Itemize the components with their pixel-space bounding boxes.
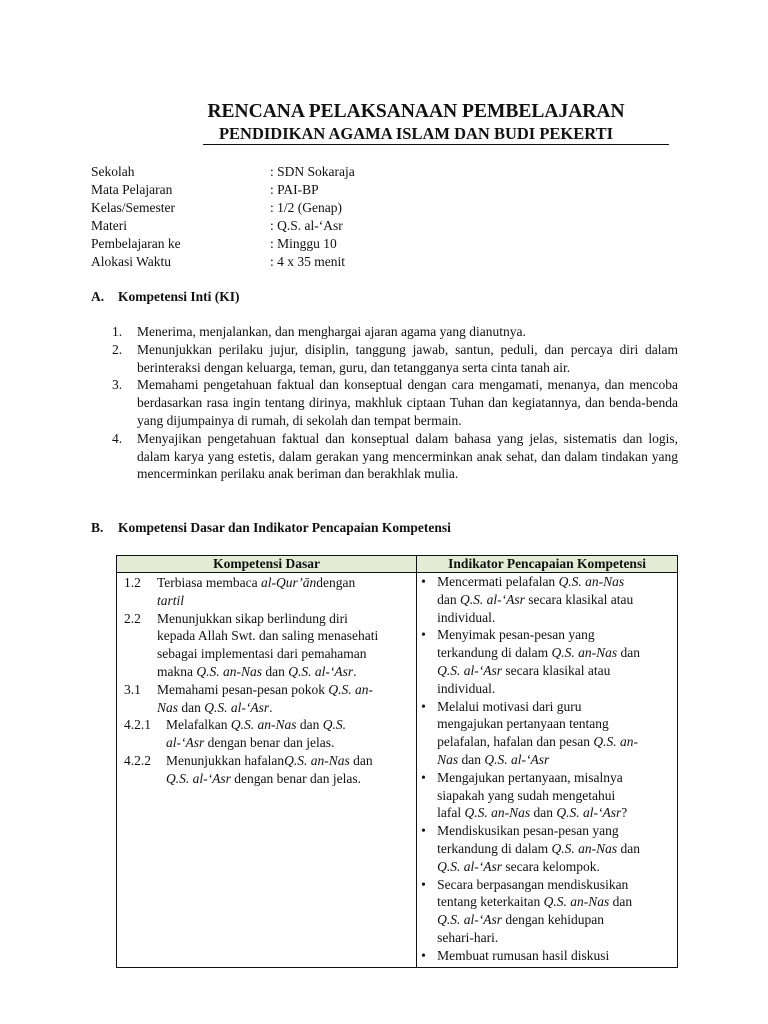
kompetensi-inti-list	[112, 323, 678, 483]
indikator-text-line: terkandung di dalam Q.S. an-Nas dan	[437, 840, 640, 856]
ki-item	[112, 376, 678, 429]
indikator-text-line: lafal Q.S. an-Nas dan Q.S. al-‘Asr?	[437, 805, 628, 821]
identity-value: : PAI-BP	[270, 182, 319, 197]
indikator-text-line: Nas dan Q.S. al-‘Asr	[437, 751, 550, 767]
indikator-text-line: Melalui motivasi dari guru	[437, 698, 582, 714]
identity-label: Alokasi Waktu	[91, 254, 172, 269]
indikator-text-line: mengajukan pertanyaan tentang	[437, 716, 609, 732]
kompetensi-dasar-cell	[117, 573, 416, 967]
kd-number: 4.2.1	[124, 717, 151, 733]
indikator-text-line: Mencermati pelafalan Q.S. an-Nas	[437, 574, 625, 589]
identity-label: Kelas/Semester	[91, 200, 175, 215]
bullet-icon: •	[421, 876, 426, 892]
identity-label: Sekolah	[91, 164, 135, 179]
indikator-cell	[417, 573, 677, 965]
ki-item-number: 2.	[112, 341, 123, 357]
indikator-text-line: dan Q.S. al-‘Asr secara klasikal atau	[437, 591, 634, 607]
title-divider	[203, 144, 669, 145]
kd-text-line: Melafalkan Q.S. an-Nas dan Q.S.	[166, 717, 346, 733]
kd-number: 4.2.2	[124, 753, 151, 768]
kd-text-line: Menunjukkan hafalanQ.S. an-Nas dan	[166, 753, 373, 768]
document-subtitle: PENDIDIKAN AGAMA ISLAM DAN BUDI PEKERTI	[218, 124, 614, 143]
bullet-icon: •	[421, 627, 426, 643]
identity-value: : Minggu 10	[270, 236, 337, 251]
kd-text-line: kepada Allah Swt. dan saling menasehati	[157, 628, 379, 644]
identity-value: : Q.S. al-‘Asr	[270, 218, 343, 233]
section-b-heading: Kompetensi Dasar dan Indikator Pencapaian Kompetensi	[118, 520, 451, 535]
ki-item-number: 4.	[112, 430, 123, 446]
col-header-kompetensi-dasar: Kompetensi Dasar	[117, 556, 417, 573]
indikator-text-line: Q.S. al-‘Asr secara kelompok.	[437, 858, 600, 874]
identity-value: : 4 x 35 menit	[270, 254, 345, 269]
indikator-text-line: individual.	[437, 680, 496, 696]
section-a-heading: Kompetensi Inti (KI)	[118, 289, 240, 304]
ki-item	[112, 430, 678, 483]
identity-label: Mata Pelajaran	[91, 182, 173, 197]
kompetensi-table	[116, 555, 678, 968]
indikator-text-line: individual.	[437, 609, 496, 625]
indikator-item	[417, 698, 677, 769]
section-a-letter: A.	[91, 289, 105, 304]
kd-text-line: sebagai implementasi dari pemahaman	[157, 646, 367, 662]
ki-item	[112, 323, 678, 341]
indikator-text-line: Menyimak pesan-pesan yang	[437, 627, 595, 643]
indikator-text-line: Membuat rumusan hasil diskusi	[437, 947, 610, 963]
indikator-text-line: Mendiskusikan pesan-pesan yang	[437, 823, 619, 839]
ki-item-number: 3.	[112, 377, 123, 393]
bullet-icon: •	[421, 698, 426, 714]
kd-text-line: Terbiasa membaca al-Qur’āndengan	[157, 575, 356, 590]
bullet-icon: •	[421, 823, 426, 839]
ki-item	[112, 341, 678, 377]
indikator-item	[417, 947, 677, 965]
ki-item-text: Menerima, menjalankan, dan menghargai ajaran agama yang dianutnya.	[137, 324, 526, 339]
indikator-text-line: Secara berpasangan mendiskusikan	[437, 876, 629, 892]
identity-value: : SDN Sokaraja	[270, 164, 355, 179]
indikator-text-line: sehari-hari.	[437, 929, 499, 945]
kd-text-line: al-‘Asr dengan benar dan jelas.	[166, 735, 335, 751]
kd-text-line: Nas dan Q.S. al-‘Asr.	[157, 699, 273, 715]
indikator-text-line: Q.S. al-‘Asr secara klasikal atau	[437, 662, 611, 678]
indikator-item	[417, 626, 677, 697]
indikator-item	[417, 769, 677, 822]
kd-text-line: Memahami pesan-pesan pokok Q.S. an-	[157, 681, 373, 697]
indikator-text-line: tentang keterkaitan Q.S. an-Nas dan	[437, 894, 633, 910]
indikator-text-line: pelafalan, hafalan dan pesan Q.S. an-	[437, 734, 639, 750]
kd-number: 2.2	[124, 610, 141, 626]
indikator-text-line: Mengajukan pertanyaan, misalnya	[437, 769, 623, 785]
indikator-text-line: terkandung di dalam Q.S. an-Nas dan	[437, 645, 640, 661]
ki-item-number: 1.	[112, 324, 123, 339]
bullet-icon: •	[421, 769, 426, 785]
document-title: RENCANA PELAKSANAAN PEMBELAJARAN	[207, 101, 625, 122]
ki-item-text: Memahami pengetahuan faktual dan konseptual dengan cara mengamati, menanya, dan mencoba berdasarkan rasa ingin tentang dirinya, makhluk ciptaan Tuhan dan kegiatannya, dan benda-benda yang dijumpainya di rumah, di sekolah dan tempat bermain.	[137, 377, 678, 428]
kd-text-line: Menunjukkan sikap berlindung diri	[157, 610, 348, 626]
identity-label: Pembelajaran ke	[91, 236, 181, 251]
identity-value: : 1/2 (Genap)	[270, 200, 342, 215]
indikator-item	[417, 573, 677, 626]
col-header-indikator: Indikator Pencapaian Kompetensi	[417, 556, 678, 573]
identity-label: Materi	[91, 218, 127, 233]
kd-text-line: tartil	[157, 592, 185, 608]
indikator-item	[417, 822, 677, 875]
indikator-text-line: Q.S. al-‘Asr dengan kehidupan	[437, 912, 604, 928]
ki-item-text: Menunjukkan perilaku jujur, disiplin, tanggung jawab, santun, peduli, dan percaya diri dalam berinteraksi dengan keluarga, teman, guru, dan tetangganya serta cinta tanah air.	[137, 341, 678, 375]
kd-number: 3.1	[124, 681, 141, 697]
ki-item-text: Menyajikan pengetahuan faktual dan konseptual dalam bahasa yang jelas, sistematis dan logis, dalam karya yang estetis, dalam gerakan yang mencerminkan anak sehat, dan dalam tindakan yang mencerminkan perilaku anak beriman dan berakhlak mulia.	[137, 430, 678, 482]
bullet-icon: •	[421, 947, 426, 963]
kd-number: 1.2	[124, 575, 141, 590]
indikator-text-line: siapakah yang sudah mengetahui	[437, 787, 616, 803]
indikator-item	[417, 876, 677, 947]
kd-text-line: makna Q.S. an-Nas dan Q.S. al-‘Asr.	[157, 664, 357, 679]
bullet-icon: •	[421, 574, 426, 589]
kd-text-line: Q.S. al-‘Asr dengan benar dan jelas.	[166, 770, 361, 786]
section-b-letter: B.	[91, 520, 104, 535]
